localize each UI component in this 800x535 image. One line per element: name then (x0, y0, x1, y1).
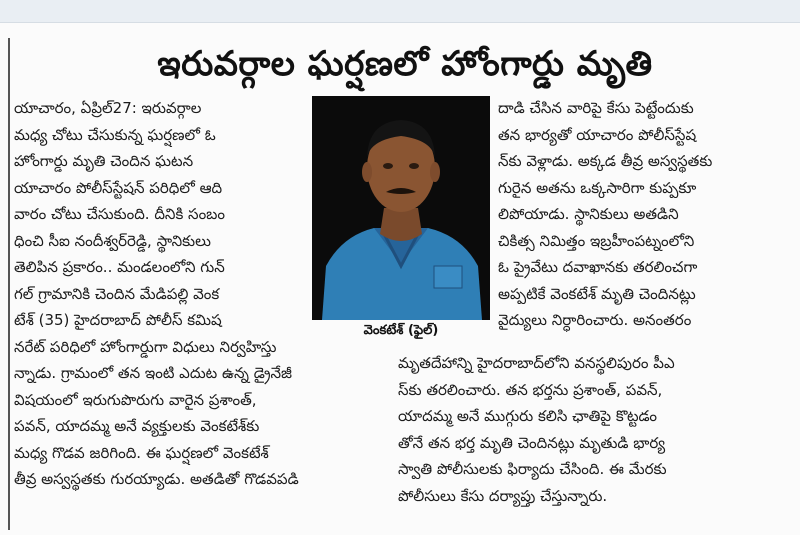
left-column (14, 95, 304, 493)
portrait-photo (312, 96, 490, 320)
text-line: న్‌కు వెళ్లాడు. అక్కడ తీవ్ర అస్వస్థతకు (498, 152, 713, 170)
text-line: స్వాతి పోలీసులకు ఫిర్యాదు చేసింది. ఈ మేరకు (398, 460, 667, 478)
text-line: తన భార్యతో యాచారం పోలీస్‌స్టేష (498, 125, 697, 144)
text-line: తీవ్ర అస్వస్థతకు గురయ్యాడు. అతడితో గొడవపడి (14, 470, 299, 488)
text-line: వారం చోటు చేసుకుంది. దీనికి సంబం (14, 205, 226, 223)
text-line: హోంగార్డు మృతి చెందిన ఘటన (14, 152, 194, 170)
text-line: టేశ్ (35) హైదరాబాద్ పోలీస్ కమిష (14, 311, 222, 329)
text-line: యాచారం, ఏప్రిల్27: ఇరువర్గాల (14, 99, 202, 117)
headline: ఇరువర్గాల ఘర్షణలో హోంగార్డు మృతి (157, 44, 653, 84)
text-line: నరేట్ పరిధిలో హోంగార్డుగా విధులు నిర్వహిస్తు (14, 337, 277, 356)
portrait-image (312, 96, 490, 320)
text-line: చికిత్స నిమిత్తం ఇబ్రహీంపట్నంలోని (498, 231, 695, 250)
text-line: న్నాడు. గ్రామంలో తన ఇంటి ఎదుట ఉన్న డ్రైనేజీ (14, 364, 292, 382)
text-line: మధ్య గొడవ జరిగింది. ఈ ఘర్షణలో వెంకటేశ్ (14, 443, 269, 462)
top-bar (0, 0, 800, 23)
text-line: గురైన అతను ఒక్కసారిగా కుప్పకూ (498, 178, 697, 197)
text-line: దాడి చేసిన వారిపై కేసు పెట్టేందుకు (498, 99, 694, 117)
text-line: లిపోయాడు. స్థానికులు అతడిని (498, 205, 679, 223)
text-line: విషయంలో ఇరుగుపొరుగు వారైన ప్రశాంత్, (14, 390, 257, 409)
text-line: పోలీసులు కేసు దర్యాప్తు చేస్తున్నారు. (398, 486, 608, 505)
text-line: యాచారం పోలీస్‌స్టేషన్ పరిధిలో ఆది (14, 178, 223, 197)
photo-caption: వెంకటేశ్ (ఫైల్) (363, 323, 439, 338)
text-line: స్‌కు తరలించారు. తన భర్తను ప్రశాంత్, పవన్, (398, 380, 663, 399)
text-line: గల్ గ్రామానికి చెందిన మేడిపల్లి వెంక (14, 284, 220, 303)
text-line: తోనే తన భర్త మృతి చెందినట్లు మృతుడి భార్య (398, 433, 666, 452)
text-line: అప్పటికే వెంకటేశ్ మృతి చెందినట్లు (498, 284, 696, 303)
right-column (498, 95, 788, 334)
text-line: ఓ ప్రైవేటు దవాఖానకు తరలించగా (498, 258, 698, 276)
text-line: పవన్, యాదమ్మ అనే వ్యక్తులకు వెంకటేశ్‌కు (14, 417, 260, 435)
text-line: మృతదేహాన్ని హైదరాబాద్‌లోని వనస్థలిపురం పీఎ (398, 354, 675, 372)
text-line: యాదమ్మ అనే ముగ్గురు కలిసి ఛాతిపై కొట్టడం (398, 407, 658, 425)
bottom-column (398, 350, 788, 509)
text-line: ధించి సీఐ నందీశ్వర్‌రెడ్డి, స్థానికులు (14, 231, 211, 250)
text-line: వైద్యులు నిర్ధారించారు. అనంతరం (498, 311, 692, 329)
text-line: మధ్య చోటు చేసుకున్న ఘర్షణలో ఓ (14, 125, 216, 144)
text-line: తెలిపిన ప్రకారం.. మండలంలోని గున్ (14, 258, 225, 276)
